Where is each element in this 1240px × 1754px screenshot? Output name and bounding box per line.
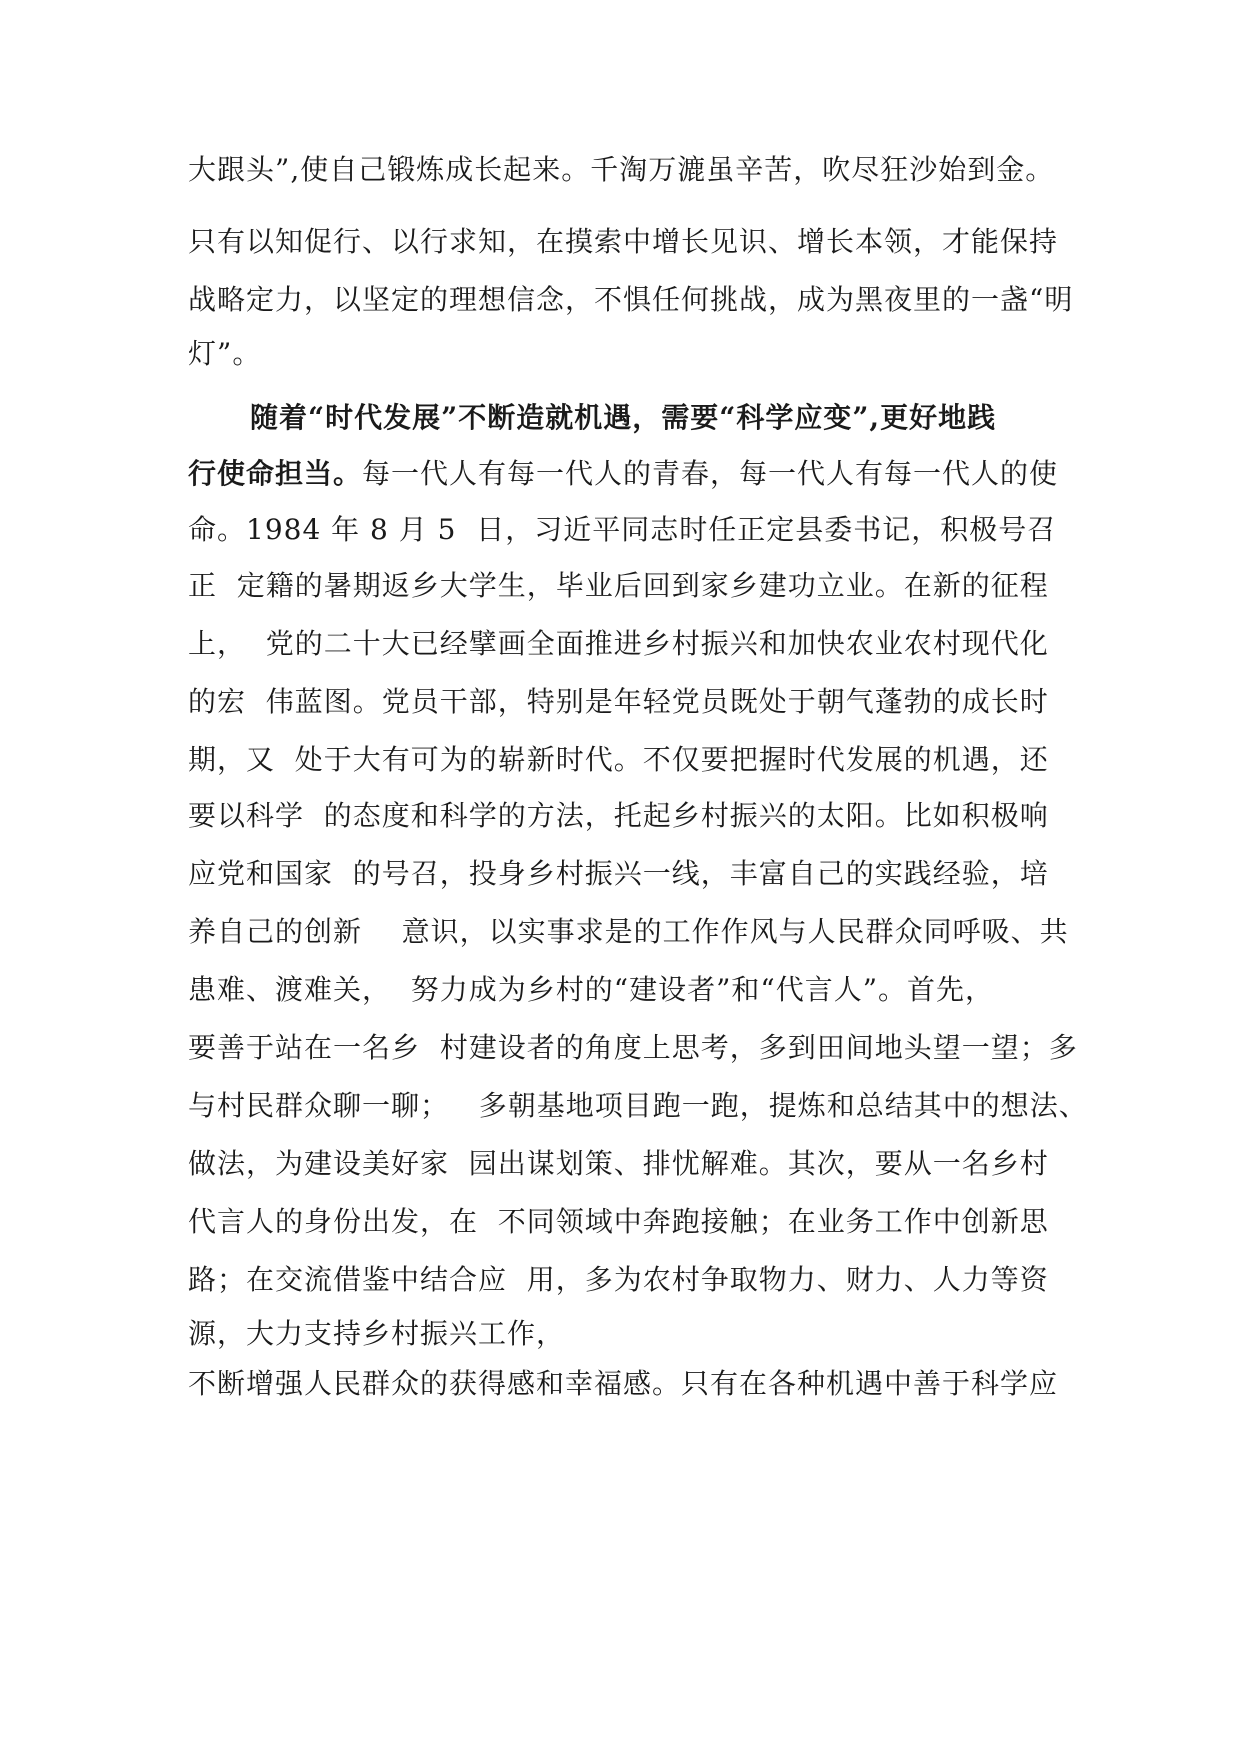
paragraph2-line: 与村民群众聊一聊； 多朝基地项目跑一跑，提炼和总结其中的想法、 — [188, 1089, 1088, 1122]
paragraph2-line: 不断增强人民群众的获得感和幸福感。只有在各种机遇中善于科学应 — [188, 1367, 1059, 1400]
paragraph2-heading-line2 — [188, 456, 1068, 492]
paragraph2-line: 代言人的身份出发，在 不同领域中奔跑接触；在业务工作中创新思 — [188, 1205, 1049, 1238]
paragraph2-line: 路；在交流借鉴中结合应 用，多为农村争取物力、财力、人力等资 — [188, 1263, 1049, 1296]
paragraph2-line: 命。1984 年 8 月 5 日，习近平同志时任正定县委书记，积极号召 — [188, 513, 1057, 546]
paragraph2-line: 的宏 伟蓝图。党员干部，特别是年轻党员既处于朝气蓬勃的成长时 — [188, 685, 1049, 718]
paragraph1-line: 大跟头”,使自己锻炼成长起来。千淘万漉虽辛苦，吹尽狂沙始到金。 — [188, 153, 1055, 186]
paragraph2-line: 期，又 处于大有可为的崭新时代。不仅要把握时代发展的机遇，还 — [188, 743, 1049, 776]
paragraph1-line: 灯”。 — [188, 337, 262, 370]
paragraph2-line: 正 定籍的暑期返乡大学生，毕业后回到家乡建功立业。在新的征程 — [188, 569, 1049, 602]
paragraph2-line: 要以科学 的态度和科学的方法，托起乡村振兴的太阳。比如积极响 — [188, 799, 1049, 832]
paragraph2-line: 源，大力支持乡村振兴工作， — [188, 1317, 566, 1350]
paragraph2-line: 养自己的创新 意识，以实事求是的工作作风与人民群众同呼吸、共 — [188, 915, 1069, 948]
paragraph1-line: 只有以知促行、以行求知，在摸索中增长见识、增长本领，才能保持 — [188, 225, 1059, 258]
paragraph2-line: 上， 党的二十大已经擘画全面推进乡村振兴和加快农业农村现代化 — [188, 627, 1049, 660]
paragraph2-heading: 随着“时代发展”不断造就机遇，需要“科学应变”,更好地践 — [250, 401, 997, 434]
paragraph2-line: 患难、渡难关， 努力成为乡村的“建设者”和“代言人”。首先， — [188, 973, 995, 1006]
paragraph2-heading-end: 行使命担当。 — [188, 457, 363, 490]
paragraph2-line: 要善于站在一名乡 村建设者的角度上思考，多到田间地头望一望；多 — [188, 1031, 1078, 1064]
paragraph2-text: 每一代人有每一代人的青春，每一代人有每一代人的使 — [362, 457, 1059, 490]
paragraph1-line: 战略定力，以坚定的理想信念，不惧任何挑战，成为黑夜里的一盏“明 — [188, 283, 1074, 316]
paragraph2-line: 做法，为建设美好家 园出谋划策、排忧解难。其次，要从一名乡村 — [188, 1147, 1049, 1180]
paragraph2-line: 应党和国家 的号召，投身乡村振兴一线，丰富自己的实践经验，培 — [188, 857, 1049, 890]
